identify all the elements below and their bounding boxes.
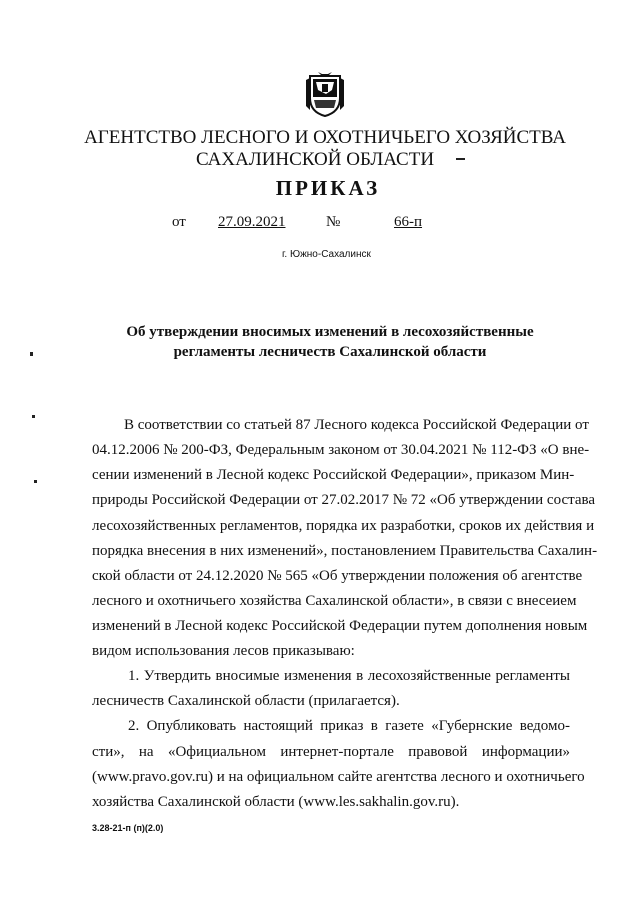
- order-date: 27.09.2021: [218, 214, 286, 230]
- scan-mark: [456, 158, 465, 160]
- body-paragraph-line: видом использования лесов приказываю:: [92, 643, 355, 659]
- body-paragraph-line: сении изменений в Лесной кодекс Российской Федерации», приказом Мин-: [92, 467, 575, 483]
- body-paragraph-line: природы Российской Федерации от 27.02.2017 № 72 «Об утверждении состава: [92, 492, 596, 508]
- list-item-2: 2. Опубликовать настоящий приказ в газете «Губернские ведомо-: [128, 718, 570, 734]
- document-code: 3.28-21-п (п)(2.0): [92, 823, 164, 833]
- scan-mark: [34, 480, 37, 483]
- sakhalin-coat-of-arms-icon: [304, 70, 346, 118]
- body-paragraph-line: ской области от 24.12.2020 № 565 «Об утверждении положения об агентстве: [92, 568, 583, 584]
- order-number: 66-п: [394, 214, 423, 230]
- subject-line1: Об утверждении вносимых изменений в лесохозяйственные: [126, 324, 534, 340]
- subject-line2: регламенты лесничеств Сахалинской области: [173, 344, 487, 360]
- body-paragraph-line: 04.12.2006 № 200-ФЗ, Федеральным законом от 30.04.2021 № 112-ФЗ «О вне-: [92, 442, 590, 458]
- list-item-1: 1. Утвердить вносимые изменения в лесохозяйственные регламенты: [128, 668, 570, 684]
- scan-mark: [30, 352, 33, 356]
- scan-mark: [32, 415, 35, 418]
- list-item-2-continuation: (www.pravo.gov.ru) и на официальном сайте агентства лесного и охотничьего: [92, 769, 585, 785]
- body-paragraph-line: В соответствии со статьей 87 Лесного кодекса Российской Федерации от: [124, 417, 589, 433]
- list-item-2-continuation: сти», на «Официальном интернет-портале правовой информации»: [92, 744, 570, 760]
- issue-city: г. Южно-Сахалинск: [282, 249, 371, 260]
- document-type-title: ПРИКАЗ: [275, 176, 381, 200]
- body-paragraph-line: лесного и охотничьего хозяйства Сахалинской области», в связи с внесеием: [92, 593, 577, 609]
- list-item-2-continuation: хозяйства Сахалинской области (www.les.sakhalin.gov.ru).: [92, 794, 460, 810]
- body-paragraph-line: изменений в Лесной кодекс Российской Федерации путем дополнения новым: [92, 618, 588, 634]
- list-item-1-continuation: лесничеств Сахалинской области (прилагается).: [92, 693, 400, 709]
- number-label: №: [326, 214, 341, 230]
- date-label: от: [172, 214, 186, 230]
- organization-name-line1: АГЕНТСТВО ЛЕСНОГО И ОХОТНИЧЬЕГО ХОЗЯЙСТВА: [84, 127, 566, 148]
- body-paragraph-line: порядка внесения в них изменений», постановлением Правительства Сахалин-: [92, 543, 598, 559]
- body-paragraph-line: лесохозяйственных регламентов, порядка их разработки, сроков их действия и: [92, 518, 595, 534]
- organization-name-line2: САХАЛИНСКОЙ ОБЛАСТИ: [195, 149, 435, 170]
